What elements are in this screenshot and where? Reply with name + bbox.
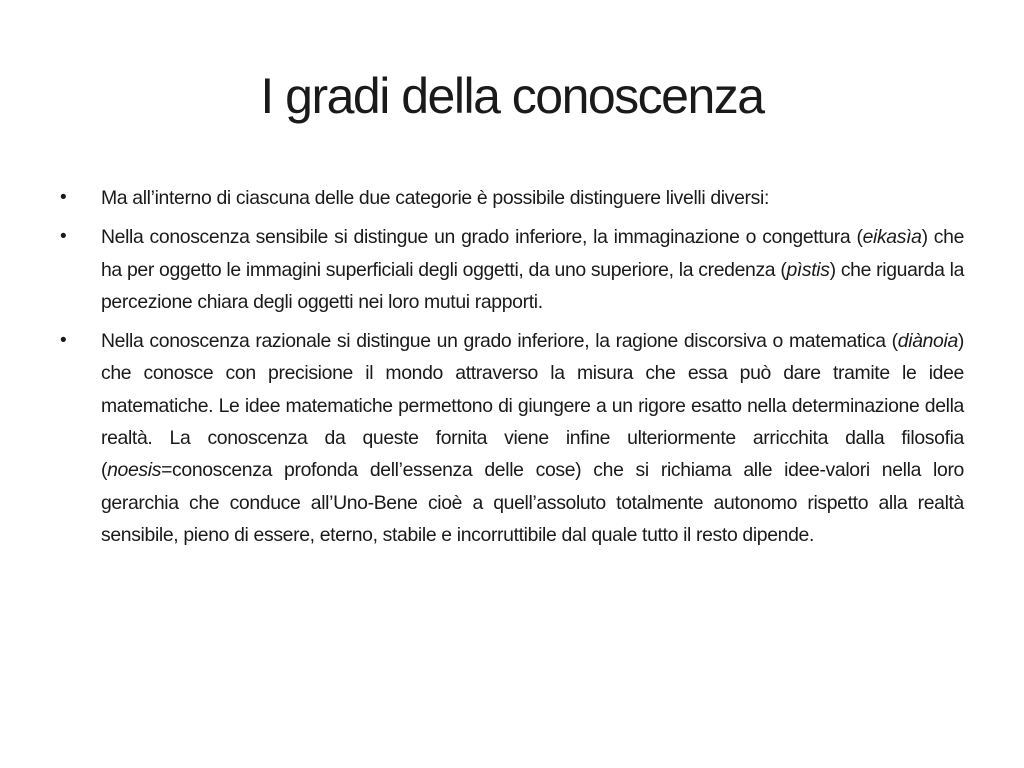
- bullet-list: [60, 182, 964, 558]
- bullet-item: [60, 221, 964, 318]
- text-run: Nella conoscenza sensibile si distingue un grado inferiore, la immaginazione o congettura (: [101, 226, 863, 249]
- bullet-icon: •: [60, 226, 67, 248]
- italic-term: noesis: [107, 459, 162, 482]
- bullet-text: [101, 226, 964, 313]
- text-run: Nella conoscenza razionale si distingue un grado inferiore, la ragione discorsiva o matematica (: [101, 330, 898, 353]
- bullet-icon: •: [60, 187, 67, 208]
- italic-term: eikasìa: [862, 226, 922, 249]
- italic-term: diànoia: [897, 330, 958, 353]
- bullet-icon: •: [60, 330, 67, 352]
- bullet-item: [60, 182, 964, 214]
- text-run: ) che riguarda la percezione chiara degli oggetti nei loro mutui rapporti.: [101, 258, 965, 313]
- bullet-text: [101, 330, 964, 546]
- slide-title: I gradi della conoscenza: [260, 68, 764, 124]
- text-run: =conoscenza profonda dell’essenza delle cose) che si richiama alle idee-valori nella loro gerarchia che conduce all’Uno-Bene cioè a quell’assoluto totalmente autonomo rispetto alla realtà sensibile, pieno di essere, eterno, stabile e incorruttibile dal quale tutto il resto dipende.: [101, 459, 964, 546]
- text-run: ) che conosce con precisione il mondo attraverso la misura che essa può dare tramite le idee matematiche. Le idee matematiche permettono di giungere a un rigore esatto nella determinazione della realtà. La conoscenza da queste fornita viene infine ulteriormente arricchita dalla filosofia (: [101, 330, 964, 482]
- bullet-item: [60, 325, 964, 551]
- text-run: ) che ha per oggetto le immagini superficiali degli oggetti, da uno superiore, la credenza (: [101, 226, 965, 281]
- text-run: Ma all’interno di ciascuna delle due categorie è possibile distinguere livelli diversi:: [101, 187, 769, 209]
- italic-term: pìstis: [786, 258, 830, 281]
- bullet-text: [101, 187, 769, 209]
